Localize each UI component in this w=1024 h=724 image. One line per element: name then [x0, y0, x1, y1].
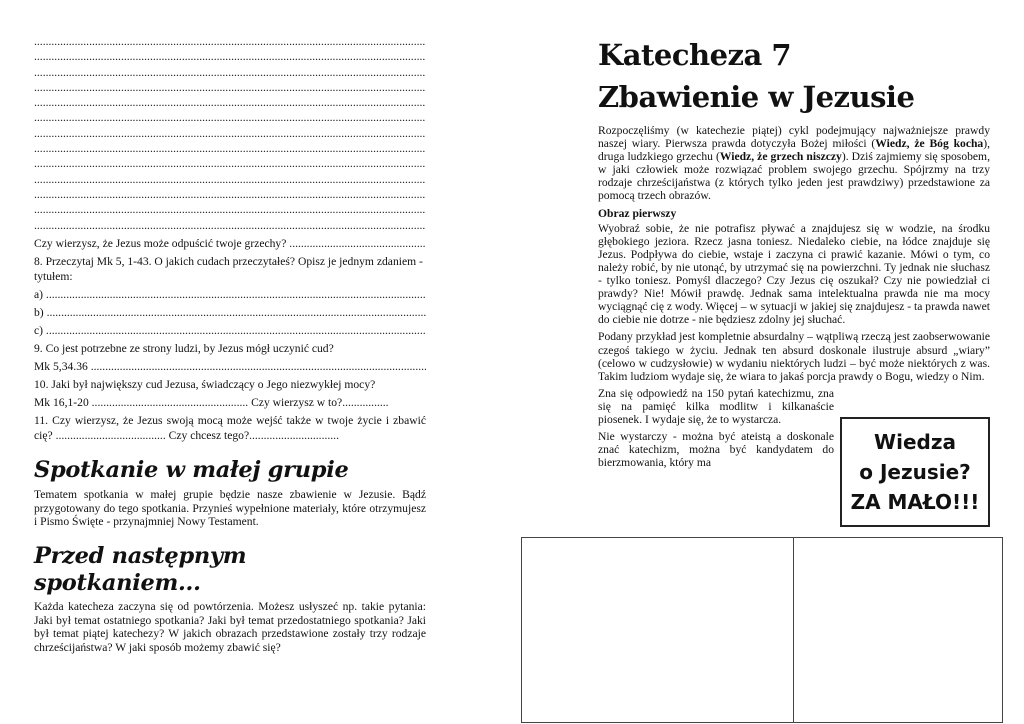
intro-text-1: Rozpoczęliśmy (w katechezie piątej) cykl podejmujący najważniejsze prawdy naszej wiary. Pierwsza prawda dotyczyła Bożej miłości (	[598, 124, 990, 151]
answer-line[interactable]	[34, 218, 426, 233]
question-8: 8. Przeczytaj Mk 5, 1-43. O jakich cudach przeczytałeś? Opisz je jednym zdaniem - tytułem:	[34, 254, 423, 283]
left-column	[34, 34, 426, 443]
answer-c-label: c)	[34, 323, 44, 337]
intro-text-3: ). Dziś zajmiemy się sposobem, w jaki człowiek może rozwiązać problem swojego grzechu. Spójrzmy na trzy rodzaje chrześcijaństwa (z których tylko jeden jest prawdziwy) przedstawione za pomocą trzech obrazów.	[598, 150, 990, 203]
answer-a[interactable]	[34, 287, 426, 302]
page-title-line1: Katecheza 7	[598, 38, 792, 72]
answer-line[interactable]	[34, 80, 426, 95]
answer-b-label: b)	[34, 305, 44, 319]
intro-text-2: ), druga ludzkiego grzechu (	[598, 137, 990, 164]
answer-line[interactable]	[34, 110, 426, 125]
answer-fill[interactable]: ......................................	[55, 428, 166, 442]
section-spotkanie	[34, 457, 426, 529]
intro-bold-1: Wiedz, że Bóg kocha	[875, 137, 984, 151]
nie-paragraph: Nie wystarczy - można być ateistą a doskonale znać katechizm, można być kandydatem do bierzmowania, który ma	[598, 430, 834, 470]
answer-line[interactable]	[34, 202, 426, 217]
question-10-ref	[34, 395, 426, 410]
przed-heading-line1: Przed następnym	[34, 543, 247, 569]
question-9-ref[interactable]	[34, 359, 426, 374]
answer-line[interactable]	[34, 95, 426, 110]
spotkanie-heading: Spotkanie w małej grupie	[34, 457, 349, 483]
wiedza-callout-box	[840, 417, 990, 527]
card-divider	[793, 538, 794, 722]
answer-line[interactable]	[34, 65, 426, 80]
przed-text: Każda katecheza zaczyna się od powtórzenia. Możesz usłyszeć np. takie pytania: Jaki był temat ostatniego spotkania? Jaki był temat przedostatniego spotkania? Jaki był temat piątej katechezy? W jakich obrazach przedstawione zostały trzy rodzaje chrześcijaństwa? W jaki sposób możemy zbawić się?	[34, 600, 426, 654]
answer-line[interactable]	[34, 156, 426, 171]
question-7-text: Czy wierzysz, że Jezus może odpuścić twoje grzechy?	[34, 236, 287, 250]
answer-fill[interactable]: ......................................................	[91, 395, 252, 409]
question-9: 9. Co jest potrzebne ze strony ludzi, by Jezus mógł uczynić cud?	[34, 341, 334, 355]
page-title-line2: Zbawienie w Jezusie	[598, 80, 915, 114]
intro-paragraph	[598, 124, 990, 203]
przed-heading-line2: spotkaniem...	[34, 570, 201, 596]
question-9-ref-text: Mk 5,34.36	[34, 359, 88, 373]
answer-line[interactable]	[34, 187, 426, 202]
answer-c[interactable]	[34, 323, 426, 338]
obraz-paragraph: Wyobraź sobie, że nie potrafisz pływać a znajdujesz się w wodzie, na środku głębokiego jeziora. Rzecz jasna toniesz. Niedaleko ciebie, na łódce znajduje się Jezus. Podpływa do ciebie, wstaje i zaczyna ci prawić kazanie. Mówi o tym, co należy robić, by nie utonąć, by utrzymać się na powierzchni. Ty jednak nie słuchasz - tylko toniesz. Pomyśl dlaczego? Czy Jezus cię oszukał? Czy nie powiedział ci prawdy? Nie! Mówił prawdę. Jednak sama intelektualna prawda nie ma mocy wyciągnąć cię z wody. Więcej – w sytuacji w jakiej się znajdujesz - ta prawda nawet do ciebie nie dotrze - nie będziesz zdolny jej słuchać.	[598, 221, 990, 327]
question-10: 10. Jaki był największy cud Jezusa, świadczący o Jego niezwykłej mocy?	[34, 377, 376, 391]
spotkanie-text: Tematem spotkania w małej grupie będzie nasze zbawienie w Jezusie. Bądź przygotowany do tego spotkania. Przynieś wypełnione materiały, które otrzymujesz i Pismo Święte - przynajmniej Nowy Testament.	[34, 488, 426, 528]
zna-paragraph: Zna się odpowiedź na 150 pytań katechizmu, zna się na pamięć kilka modlitw i kilkanaście piosenek. I wydaje się, że to wystarcza.	[598, 386, 834, 426]
answer-fill[interactable]: ................	[342, 395, 389, 409]
answer-b[interactable]	[34, 305, 426, 320]
question-10-ask: Czy wierzysz w to?	[251, 395, 343, 409]
question-11-text: 11. Czy wierzysz, że Jezus swoją mocą może wejść także w twoje życie i zbawić cię?	[34, 413, 426, 442]
answer-line[interactable]	[34, 34, 426, 49]
question-10-ref-text: Mk 16,1-20	[34, 395, 89, 409]
answer-fill[interactable]: ...............................	[249, 428, 339, 442]
question-7	[34, 236, 426, 251]
wiedza-line2: o Jezusie?	[859, 460, 971, 484]
podany-paragraph: Podany przykład jest kompletnie absurdalny – wątpliwą rzeczą jest zaobserwowanie czegoś takiego w życiu. Jednak ten absurd doskonale ilustruje absurd „wiary” (celowo w cudzysłowie) w wydaniu niektórych ludzi – być może niektórych z was. Takim ludziom wydaje się, że wiara to jakaś porcja prawdy o Bogu, wiedzy o Nim.	[598, 330, 990, 383]
intro-bold-2: Wiedz, że grzech niszczy	[719, 150, 842, 164]
question-11	[34, 413, 426, 443]
obraz-heading: Obraz pierwszy	[598, 206, 677, 220]
question-11-ask: Czy chcesz tego?	[168, 428, 250, 442]
blank-card-frame	[521, 537, 1003, 723]
answer-a-label: a)	[34, 287, 44, 301]
answer-line[interactable]	[34, 49, 426, 64]
section-przed	[34, 543, 426, 654]
answer-line[interactable]	[34, 141, 426, 156]
right-column	[598, 34, 990, 473]
answer-line[interactable]	[34, 126, 426, 141]
wiedza-line3: ZA MAŁO!!!	[850, 490, 980, 514]
wiedza-line1: Wiedza	[874, 430, 956, 454]
answer-line[interactable]	[34, 172, 426, 187]
